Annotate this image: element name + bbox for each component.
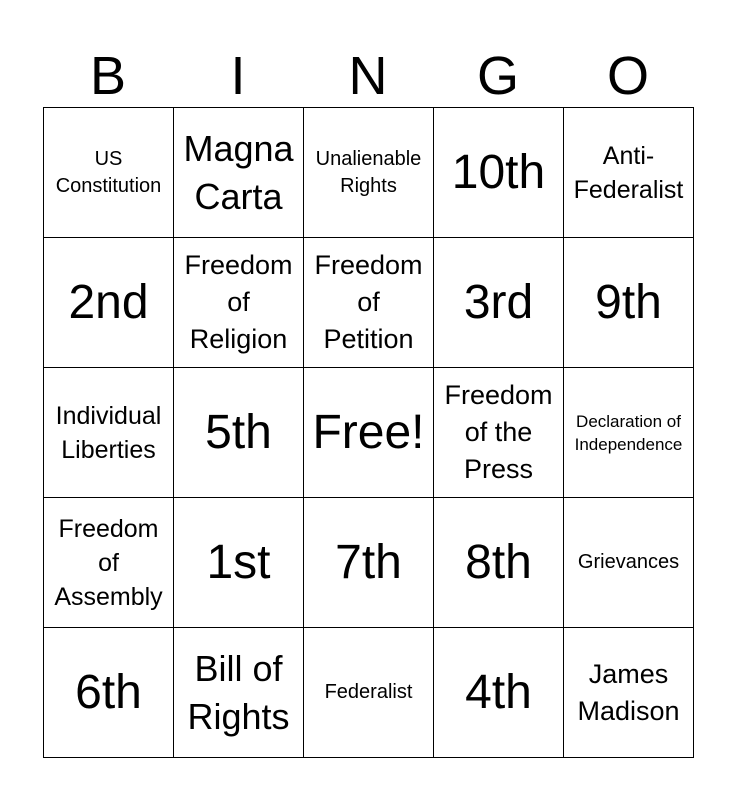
bingo-cell[interactable]	[304, 108, 434, 238]
cell-text: Freedom of Assembly	[54, 514, 163, 611]
bingo-cell[interactable]	[434, 498, 564, 628]
cell-text: 3rd	[463, 275, 534, 329]
bingo-cell[interactable]	[44, 498, 174, 628]
bingo-cell[interactable]	[44, 368, 174, 498]
bingo-cell[interactable]	[174, 628, 304, 758]
bingo-grid	[43, 107, 694, 758]
bingo-cell[interactable]	[564, 628, 694, 758]
cell-text: 2nd	[68, 275, 149, 329]
cell-text: Anti- Federalist	[573, 141, 684, 204]
cell-text: 10th	[451, 145, 546, 199]
cell-text: 5th	[205, 405, 272, 459]
header-letter-i: I	[230, 46, 246, 106]
bingo-cell[interactable]	[174, 368, 304, 498]
bingo-cell[interactable]	[174, 498, 304, 628]
bingo-cell[interactable]	[564, 368, 694, 498]
cell-text: 9th	[595, 275, 662, 329]
cell-text: 7th	[335, 535, 402, 589]
cell-text: Declaration of Independence	[574, 411, 683, 454]
cell-text: Bill of Rights	[187, 647, 290, 737]
bingo-cell[interactable]	[44, 108, 174, 238]
bingo-cell[interactable]	[304, 238, 434, 368]
bingo-cell[interactable]	[564, 108, 694, 238]
cell-text: 1st	[206, 535, 271, 589]
cell-text: 4th	[465, 665, 532, 719]
free-space[interactable]	[304, 368, 434, 498]
bingo-cell[interactable]	[174, 108, 304, 238]
cell-text: Unalienable Rights	[315, 147, 422, 197]
bingo-cell[interactable]	[434, 368, 564, 498]
cell-text: Magna Carta	[183, 127, 294, 217]
bingo-cell[interactable]	[44, 238, 174, 368]
cell-text: 8th	[465, 535, 532, 589]
bingo-cell[interactable]	[434, 628, 564, 758]
bingo-header	[43, 44, 693, 108]
cell-text: 6th	[75, 665, 142, 719]
cell-text: Individual Liberties	[55, 401, 162, 464]
bingo-cell[interactable]	[564, 498, 694, 628]
header-letter-o: O	[606, 46, 649, 106]
cell-text: Freedom of the Press	[444, 380, 553, 484]
cell-text: Freedom of Petition	[314, 250, 423, 354]
header-letter-b: B	[89, 46, 127, 106]
header-letter-n: N	[348, 46, 388, 106]
cell-text: Free!	[312, 405, 425, 459]
cell-text: US Constitution	[55, 147, 162, 197]
bingo-cell[interactable]	[44, 628, 174, 758]
bingo-cell[interactable]	[434, 108, 564, 238]
cell-text: James Madison	[577, 658, 680, 726]
bingo-cell[interactable]	[304, 498, 434, 628]
cell-text: Grievances	[577, 551, 680, 573]
cell-text: Freedom of Religion	[184, 250, 293, 354]
header-letter-g: G	[476, 46, 519, 106]
bingo-cell[interactable]	[564, 238, 694, 368]
bingo-cell[interactable]	[304, 628, 434, 758]
bingo-cell[interactable]	[434, 238, 564, 368]
cell-text: Federalist	[324, 681, 413, 703]
bingo-cell[interactable]	[174, 238, 304, 368]
